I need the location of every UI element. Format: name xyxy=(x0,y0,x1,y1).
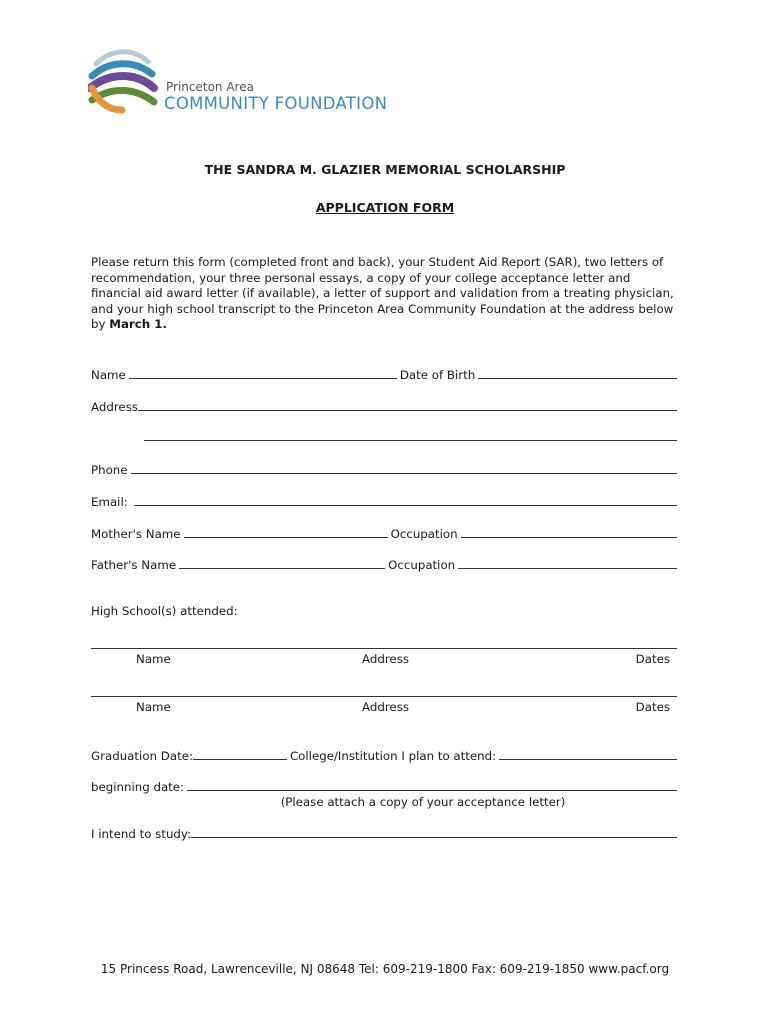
address-label: Address xyxy=(91,400,138,414)
graduation-date-label: Graduation Date: xyxy=(91,749,193,763)
beginning-date-field[interactable] xyxy=(187,789,677,791)
column-name-label: Name xyxy=(136,652,171,666)
phone-label: Phone xyxy=(91,463,128,477)
college-label: College/Institution I plan to attend: xyxy=(289,749,497,763)
high-school-field-2[interactable] xyxy=(91,696,677,697)
column-name-label: Name xyxy=(136,700,171,714)
email-label: Email: xyxy=(91,495,128,509)
graduation-college-row xyxy=(91,747,677,763)
name-field[interactable] xyxy=(129,377,397,379)
footer-contact: 15 Princess Road, Lawrenceville, NJ 08648 Tel: 609-219-1800 Fax: 609-219-1850 www.pacf.org xyxy=(100,962,670,976)
mother-name-label: Mother's Name xyxy=(91,527,181,541)
organization-logo xyxy=(88,44,388,120)
phone-row xyxy=(91,461,677,477)
logo-org-line2: COMMUNITY FOUNDATION xyxy=(164,94,388,113)
graduation-date-field[interactable] xyxy=(193,758,287,760)
study-row xyxy=(91,825,677,841)
high-school-columns-2 xyxy=(91,700,670,716)
document-title: THE SANDRA M. GLAZIER MEMORIAL SCHOLARSHIP xyxy=(204,162,566,177)
column-dates-label: Dates xyxy=(635,652,670,666)
name-dob-row xyxy=(91,366,677,382)
high-school-field-1[interactable] xyxy=(91,648,677,649)
mother-occupation-field[interactable] xyxy=(461,536,677,538)
name-label: Name xyxy=(91,368,126,382)
college-field[interactable] xyxy=(499,758,677,760)
email-row xyxy=(91,493,677,509)
mother-name-field[interactable] xyxy=(184,536,388,538)
acceptance-letter-note: (Please attach a copy of your acceptance letter) xyxy=(280,795,566,809)
father-occupation-field[interactable] xyxy=(458,567,677,569)
mother-row xyxy=(91,525,677,541)
intend-to-study-label: I intend to study: xyxy=(91,827,192,841)
column-dates-label: Dates xyxy=(635,700,670,714)
address-row xyxy=(91,398,677,414)
column-address-label: Address xyxy=(362,700,409,714)
high-school-label: High School(s) attended: xyxy=(91,604,238,618)
address-field[interactable] xyxy=(138,409,677,411)
mother-occupation-label: Occupation xyxy=(390,527,458,541)
father-row xyxy=(91,556,677,572)
address-field-line2[interactable] xyxy=(144,440,677,441)
beginning-date-row xyxy=(91,778,677,794)
ribbon-logo-mark xyxy=(88,44,162,120)
deadline-text: March 1. xyxy=(109,317,167,331)
dob-field[interactable] xyxy=(478,377,677,379)
email-field[interactable] xyxy=(134,504,677,506)
beginning-date-label: beginning date: xyxy=(91,780,185,794)
high-school-columns-1 xyxy=(91,652,670,668)
father-name-label: Father's Name xyxy=(91,558,177,572)
phone-field[interactable] xyxy=(131,472,677,474)
instructions-paragraph xyxy=(91,255,681,333)
father-name-field[interactable] xyxy=(179,567,385,569)
dob-label: Date of Birth xyxy=(399,368,476,382)
father-occupation-label: Occupation xyxy=(388,558,456,572)
instructions-text: Please return this form (completed front and back), your Student Aid Report (SAR), two letters of recommendation, your three personal essays, a copy of your college acceptance letter and financial aid award letter (if available), a letter of support and validation from a treating physician, and your high school transcript to the Princeton Area Community Foundation at the address below by xyxy=(91,255,674,331)
intend-to-study-field[interactable] xyxy=(191,836,677,838)
logo-org-line1: Princeton Area xyxy=(166,80,254,94)
column-address-label: Address xyxy=(362,652,409,666)
document-subtitle: APPLICATION FORM xyxy=(315,200,455,215)
